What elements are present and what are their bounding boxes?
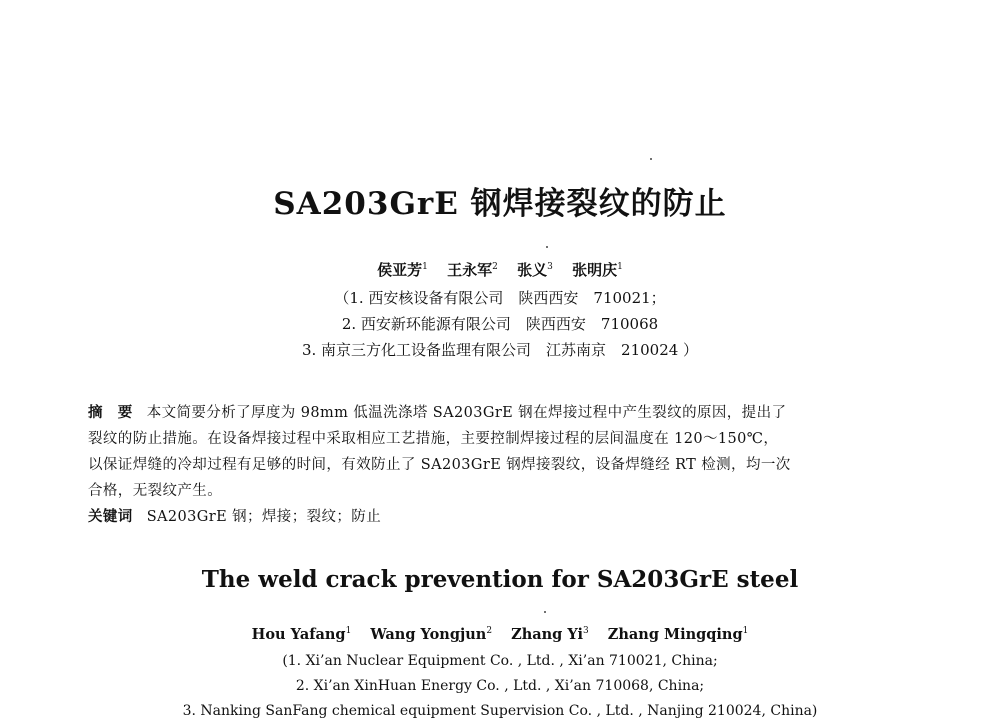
- affiliation-en: 3. Nanking SanFang chemical equipment Supervision Co. , Ltd. , Nanjing 210024, China): [182, 703, 818, 719]
- abstract-line: 合格，无裂纹产生。: [88, 483, 223, 499]
- author-cn: 张义$^3$: [517, 261, 553, 279]
- abstract-block: [88, 400, 920, 530]
- scan-speck: [546, 246, 548, 248]
- scan-speck: [650, 158, 652, 160]
- keywords-line: [88, 504, 920, 530]
- scan-speck: [544, 611, 546, 613]
- affiliation-cn: 3. 南京三方化工设备监理有限公司 江苏南京 210024 ）: [301, 341, 699, 359]
- affiliation-en: (1. Xi’an Nuclear Equipment Co. , Ltd. , Xi’an 710021, China;: [282, 653, 718, 669]
- title-cn: SA203GrE 钢焊接裂纹的防止: [273, 186, 727, 222]
- author-en: Zhang Yi$^3$: [511, 626, 589, 643]
- keywords-text: SA203GrE 钢；焊接；裂纹；防止: [146, 509, 382, 525]
- affiliation-cn: （1. 西安核设备有限公司 陕西西安 710021；: [334, 289, 666, 307]
- author-en: Hou Yafang$^1$: [251, 626, 352, 643]
- abstract-line: 摘 要 本文简要分析了厚度为 98mm 低温洗涤塔 SA203GrE 钢在焊接过程中产生裂纹的原因，提出了: [88, 404, 787, 421]
- author-cn: 张明庆$^1$: [572, 261, 623, 279]
- author-cn: 王永军$^2$: [447, 261, 498, 279]
- keywords-label: 关键词: [88, 508, 133, 525]
- author-cn: 侯亚芳$^1$: [377, 261, 428, 279]
- title-en: The weld crack prevention for SA203GrE steel: [201, 566, 799, 593]
- author-en: Zhang Mingqing$^1$: [607, 626, 749, 643]
- author-en: Wang Yongjun$^2$: [370, 626, 493, 643]
- abstract-line: 裂纹的防止措施。在设备焊接过程中采取相应工艺措施，主要控制焊接过程的层间温度在 120～150℃，: [88, 431, 779, 447]
- abstract-label: 摘 要: [88, 404, 133, 421]
- authors-cn: [0, 259, 1000, 280]
- authors-en: [0, 626, 1000, 643]
- affiliation-cn: 2. 西安新环能源有限公司 陕西西安 710068: [341, 315, 659, 333]
- affiliation-en: 2. Xi’an XinHuan Energy Co. , Ltd. , Xi’an 710068, China;: [295, 678, 705, 694]
- abstract-line: 以保证焊缝的冷却过程有足够的时间，有效防止了 SA203GrE 钢焊接裂纹，设备焊缝经 RT 检测，均一次: [88, 457, 791, 473]
